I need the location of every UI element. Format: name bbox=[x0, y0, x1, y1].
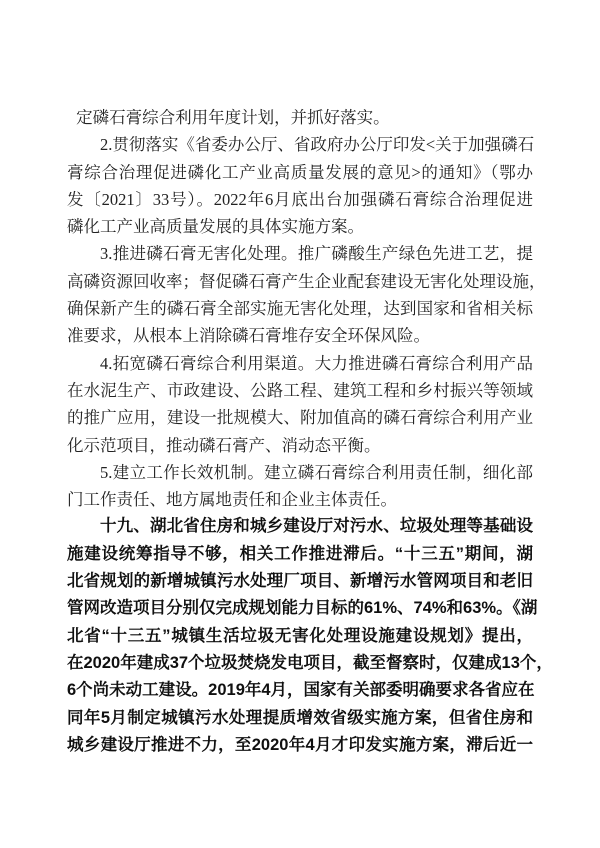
document-line: 磷化工产业高质量发展的具体实施方案。 bbox=[67, 217, 364, 237]
document-line: 北省“十三五”城镇生活垃圾无害化处理设施建设规划》提出， bbox=[67, 626, 533, 645]
document-body bbox=[67, 104, 553, 759]
document-line: 化示范项目，推动磷石膏产、消动态平衡。 bbox=[67, 435, 381, 455]
document-line: 管网改造项目分别仅完成规划能力目标的61%、74%和63%。《湖 bbox=[67, 599, 538, 618]
document-line: 6个尚未动工建设。2019年4月，国家有关部委明确要求各省应在 bbox=[67, 681, 535, 700]
document-line: 5.建立工作长效机制。建立磷石膏综合利用责任制，细化部 bbox=[100, 462, 533, 482]
document-line: 定磷石膏综合利用年度计划，并抓好落实。 bbox=[76, 108, 390, 127]
document-line: 2.贯彻落实《省委办公厅、省政府办公厅印发<关于加强磷石 bbox=[100, 135, 535, 155]
document-line: 施建设统筹指导不够，相关工作推进滞后。“十三五”期间，湖 bbox=[67, 544, 533, 563]
document-line: 确保新产生的磷石膏全部实施无害化处理，达到国家和省相关标 bbox=[67, 299, 533, 319]
document-line: 十九、湖北省住房和城乡建设厅对污水、垃圾处理等基础设 bbox=[100, 517, 533, 536]
document-line: 发〔2021〕33号）。2022年6月底出台加强磷石膏综合治理促进 bbox=[67, 189, 533, 209]
document-line: 4.拓宽磷石膏综合利用渠道。大力推进磷石膏综合利用产品 bbox=[100, 353, 533, 373]
document-line: 同年5月制定城镇污水处理提质增效省级实施方案，但省住房和 bbox=[67, 708, 533, 727]
document-line: 3.推进磷石膏无害化处理。推广磷酸生产绿色先进工艺，提 bbox=[100, 244, 533, 264]
document-line: 在水泥生产、市政建设、公路工程、建筑工程和乡村振兴等领域 bbox=[67, 380, 533, 400]
document-line: 城乡建设厅推进不力，至2020年4月才印发实施方案，滞后近一 bbox=[67, 735, 533, 754]
document-line: 门工作责任、地方属地责任和企业主体责任。 bbox=[67, 490, 397, 510]
document-line: 高磷资源回收率；督促磷石膏产生企业配套建设无害化处理设施， bbox=[67, 271, 546, 291]
document-line: 准要求，从根本上消除磷石膏堆存安全环保风险。 bbox=[67, 326, 430, 346]
document-line: 膏综合治理促进磷化工产业高质量发展的意见>的通知》（鄂办 bbox=[67, 162, 533, 182]
document-line: 的推广应用，建设一批规模大、附加值高的磷石膏综合利用产业 bbox=[67, 408, 533, 428]
document-line: 在2020年建成37个垃圾焚烧发电项目，截至督察时，仅建成13个， bbox=[67, 653, 553, 672]
document-line: 北省规划的新增城镇污水处理厂项目、新增污水管网项目和老旧 bbox=[67, 572, 533, 591]
